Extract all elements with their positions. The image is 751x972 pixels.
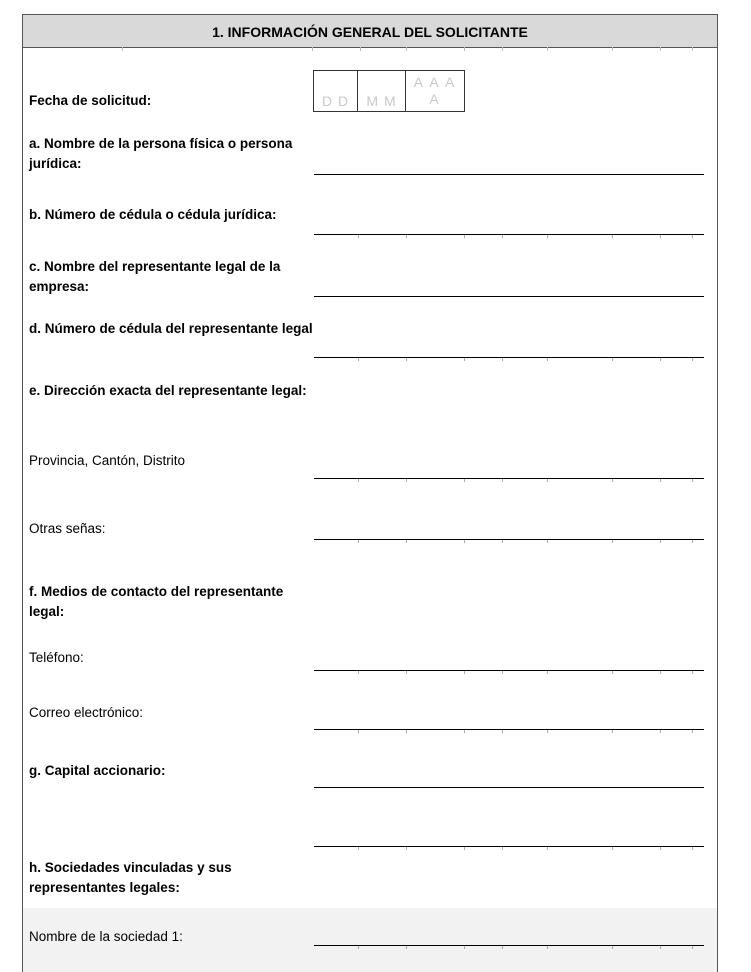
day-box[interactable] — [313, 70, 358, 112]
date-label: Fecha de solicitud: — [29, 93, 152, 108]
field-e-label: e. Dirección exacta del representante legal: — [29, 383, 307, 398]
field-g-label: g. Capital accionario: — [29, 763, 166, 778]
email-input[interactable] — [314, 729, 704, 730]
field-a-input[interactable] — [314, 174, 704, 175]
header-gridlines — [22, 47, 718, 51]
company1-input[interactable] — [314, 945, 704, 946]
other-signs-label: Otras señas: — [29, 521, 106, 536]
phone-label: Teléfono: — [29, 650, 84, 665]
other-signs-input[interactable] — [314, 539, 704, 540]
day-placeholder: D D — [321, 93, 350, 109]
year-box[interactable] — [405, 70, 465, 112]
field-f-label: f. Medios de contacto del representante legal: — [29, 584, 284, 619]
year-placeholder: A A A A — [413, 74, 457, 107]
province-input[interactable] — [314, 478, 704, 479]
capital-input[interactable] — [314, 787, 704, 788]
field-d-label: d. Número de cédula del representante legal — [29, 321, 313, 336]
field-c-label: c. Nombre del representante legal de la empresa: — [29, 259, 281, 294]
month-box[interactable] — [357, 70, 406, 112]
province-label: Provincia, Cantón, Distrito — [29, 453, 186, 468]
month-placeholder: M M — [366, 93, 397, 109]
field-a-label: a. Nombre de la persona física o persona jurídica: — [29, 136, 293, 171]
section-header: 1. INFORMACIÓN GENERAL DEL SOLICITANTE — [22, 14, 718, 48]
field-h-label: h. Sociedades vinculadas y sus representantes legales: — [29, 860, 232, 895]
capital-extra-input[interactable] — [314, 846, 704, 847]
field-b-input[interactable] — [314, 234, 704, 235]
field-d-input[interactable] — [314, 357, 704, 358]
phone-input[interactable] — [314, 670, 704, 671]
field-b-label: b. Número de cédula o cédula jurídica: — [29, 207, 277, 222]
email-label: Correo electrónico: — [29, 705, 144, 720]
field-c-input[interactable] — [314, 296, 704, 297]
company1-label: Nombre de la sociedad 1: — [29, 929, 183, 944]
